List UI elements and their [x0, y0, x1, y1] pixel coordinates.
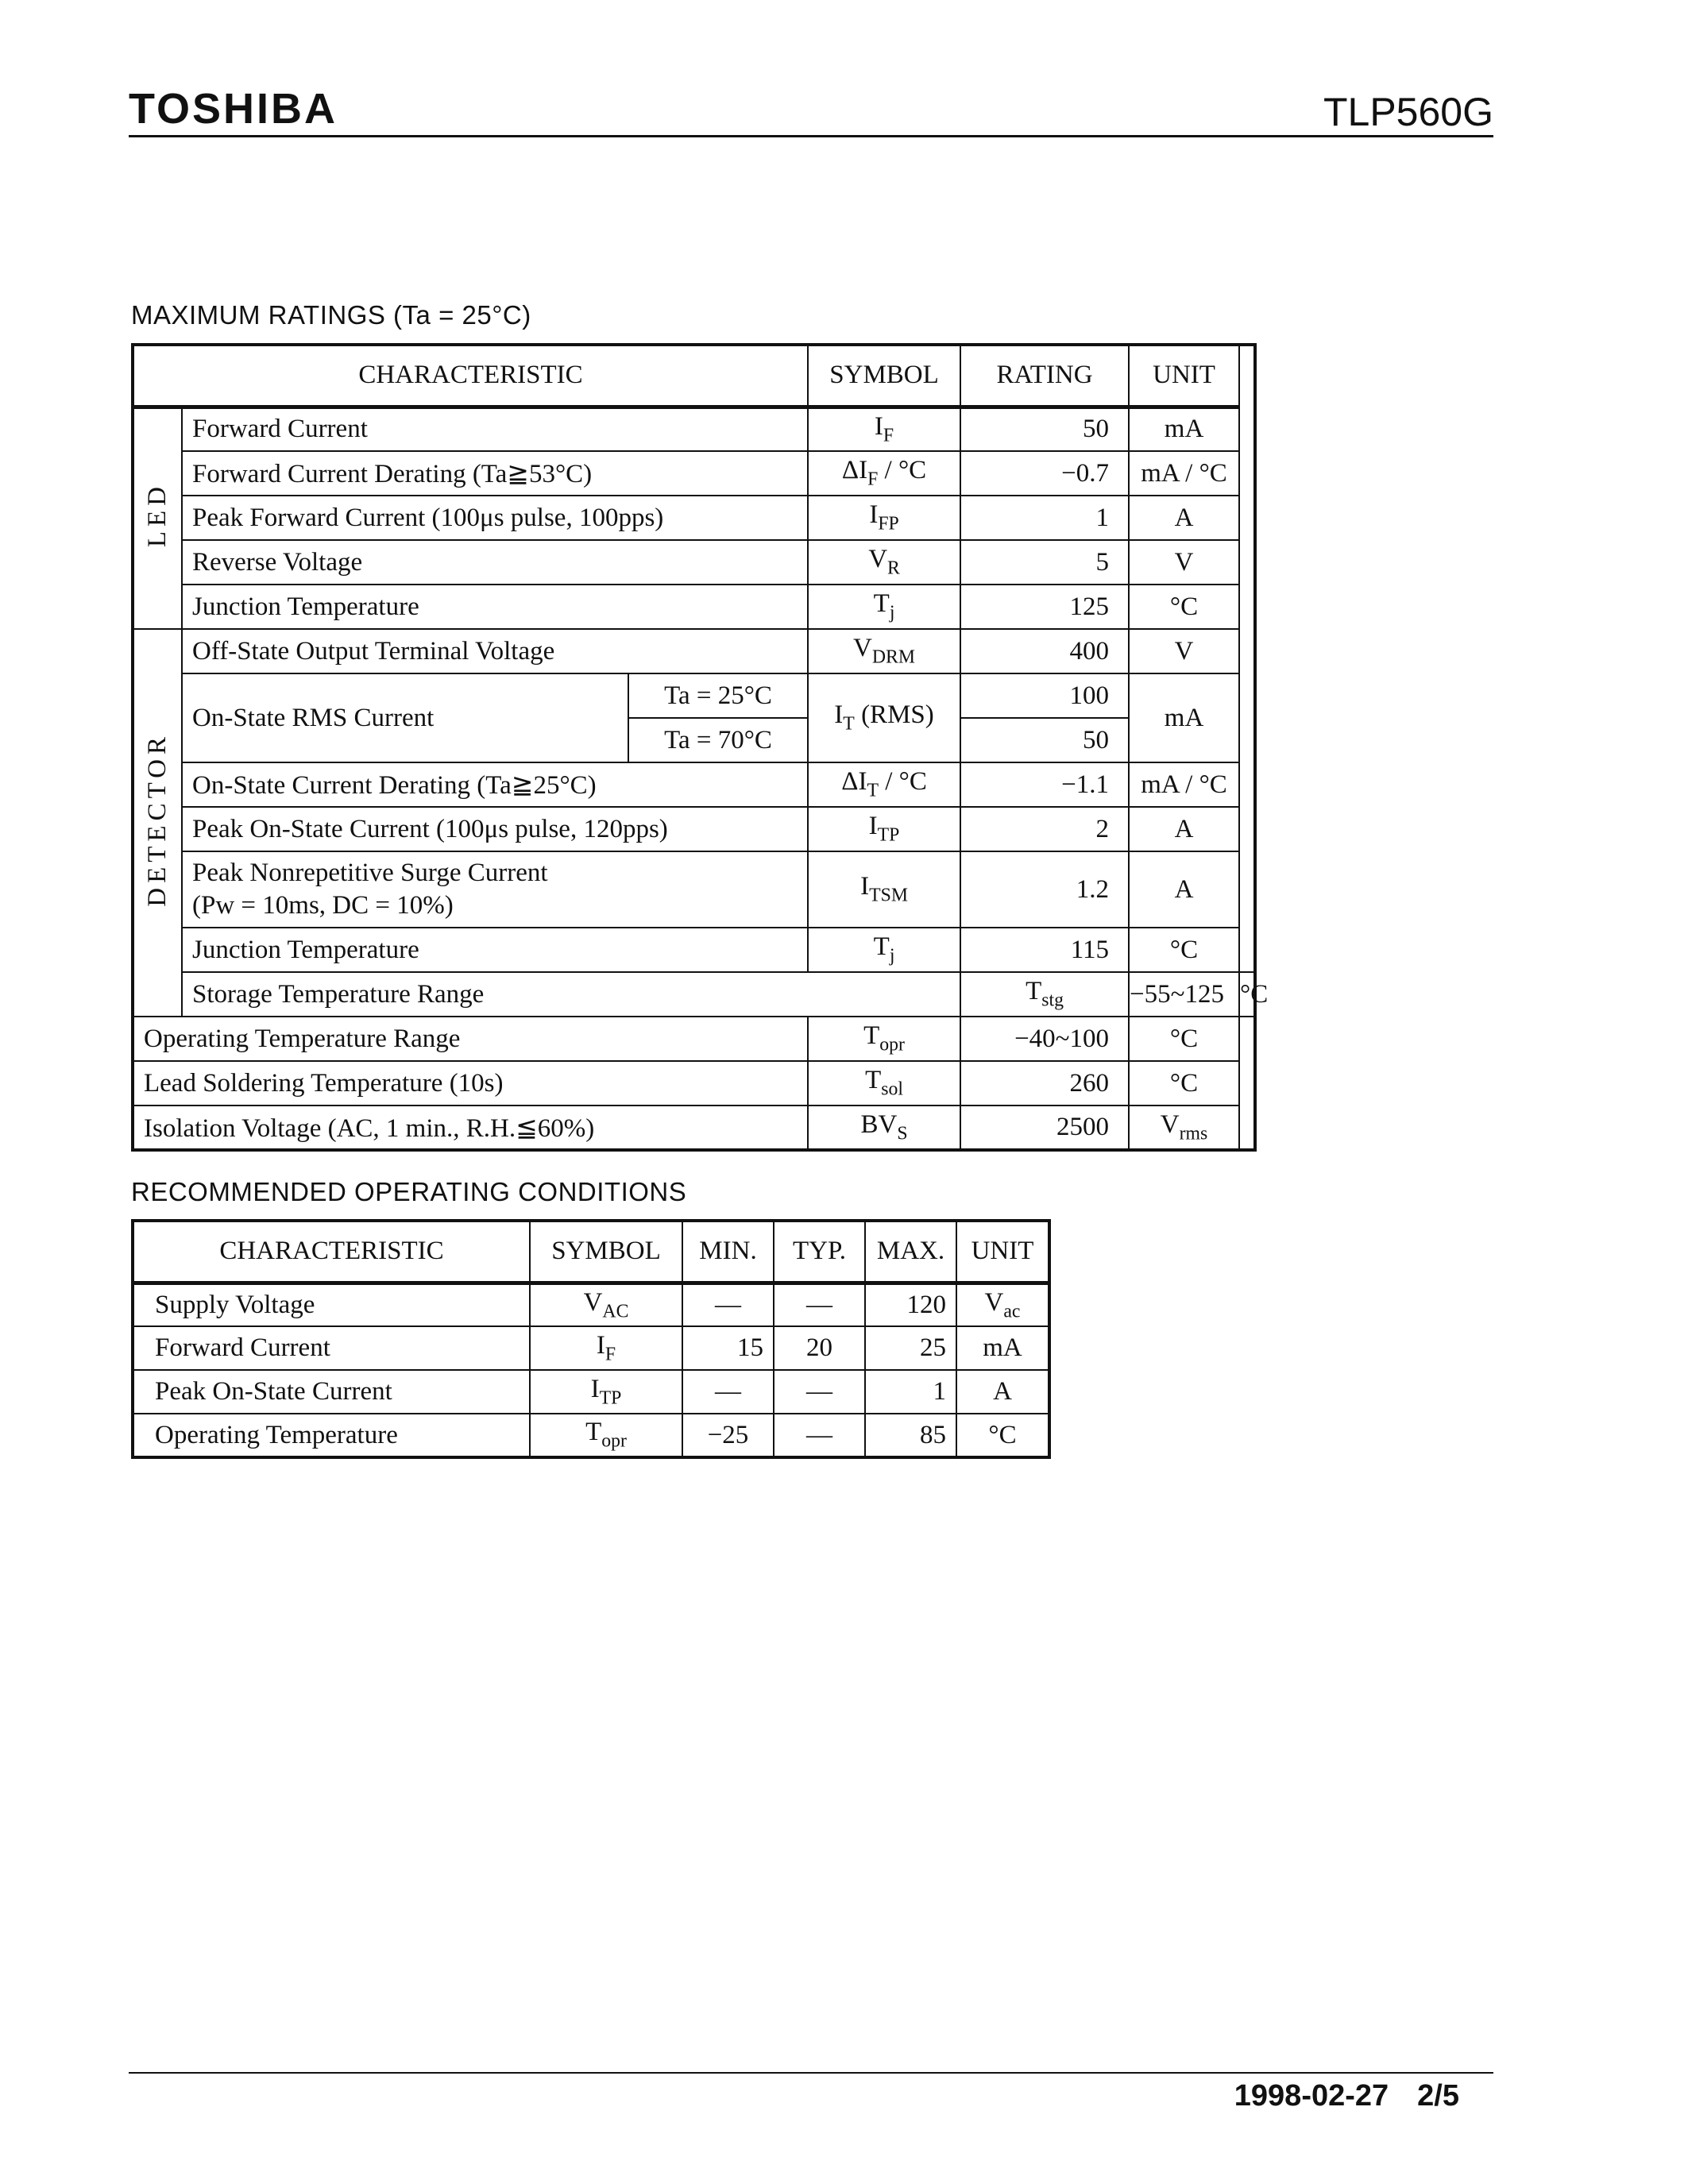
table-row [133, 1283, 1049, 1326]
row-typ: — [774, 1370, 865, 1414]
row-symbol: $I_{TP}$ [808, 807, 960, 851]
brand-logo: TOSHIBA [129, 85, 338, 133]
row-rating: 5 [960, 540, 1129, 585]
recommended-table [131, 1219, 1051, 1459]
row-char: Supply Voltage [133, 1283, 530, 1326]
row-char: Operating Temperature [133, 1414, 530, 1457]
footer-page: 2/5 [1417, 2079, 1459, 2113]
row-unit: °C [956, 1414, 1049, 1457]
table-row [133, 807, 1255, 851]
table-row [133, 928, 1255, 972]
row-max: 85 [865, 1414, 956, 1457]
row-symbol: $I_{TP}$ [530, 1370, 682, 1414]
col-min: MIN. [682, 1221, 774, 1283]
row-unit: °C [1129, 928, 1239, 972]
row-char: Peak Nonrepetitive Surge Current (Pw = 10ms, DC = 10%) [182, 851, 808, 928]
row-symbol: $I_T$ (RMS) [808, 673, 960, 762]
row-unit: V [1129, 629, 1239, 673]
row-char: Operating Temperature Range [133, 1017, 808, 1061]
footer [1234, 2079, 1459, 2113]
table-row [133, 407, 1255, 451]
row-symbol: $I_F$ [530, 1326, 682, 1370]
row-unit: °C [1239, 972, 1255, 1017]
table-row [133, 1326, 1049, 1370]
row-rating: 260 [960, 1061, 1129, 1106]
row-rating: −0.7 [960, 451, 1129, 496]
footer-rule [129, 2072, 1493, 2074]
row-char: Peak On-State Current [133, 1370, 530, 1414]
row-min: 15 [682, 1326, 774, 1370]
row-symbol: $T_{opr}$ [808, 1017, 960, 1061]
table-row [133, 540, 1255, 585]
row-rating: 2 [960, 807, 1129, 851]
row-symbol: $\Delta I_T / ^\circ C$ [808, 762, 960, 807]
row-unit: mA / °C [1129, 451, 1239, 496]
table-header-row [133, 1221, 1049, 1283]
table-row [133, 673, 1255, 718]
row-symbol: $I_F$ [808, 407, 960, 451]
row-char: On-State RMS Current [182, 673, 628, 762]
row-min: −25 [682, 1414, 774, 1457]
col-unit: UNIT [1129, 345, 1239, 407]
row-rating: 1 [960, 496, 1129, 540]
row-condition: Ta = 25°C [628, 673, 808, 718]
part-number: TLP560G [1323, 90, 1493, 134]
row-rating: 125 [960, 585, 1129, 629]
table-row [133, 1017, 1255, 1061]
row-condition: Ta = 70°C [628, 718, 808, 762]
row-rating: −55~125 [1129, 972, 1239, 1017]
table-row [133, 451, 1255, 496]
row-char: Forward Current Derating (Ta≧53°C) [182, 451, 808, 496]
row-unit: °C [1129, 585, 1239, 629]
col-symbol: SYMBOL [808, 345, 960, 407]
row-rating: 115 [960, 928, 1129, 972]
row-unit: mA [1129, 673, 1239, 762]
row-unit: °C [1129, 1017, 1239, 1061]
footer-date: 1998-02-27 [1234, 2079, 1389, 2113]
table-row [133, 1370, 1049, 1414]
row-symbol: $I_{TSM}$ [808, 851, 960, 928]
table-row [133, 1061, 1255, 1106]
row-symbol: $V_R$ [808, 540, 960, 585]
row-typ: — [774, 1414, 865, 1457]
row-unit: mA [956, 1326, 1049, 1370]
table-row [133, 851, 1255, 928]
row-char: Storage Temperature Range [182, 972, 960, 1017]
row-char: Junction Temperature [182, 585, 808, 629]
row-symbol: $V_{DRM}$ [808, 629, 960, 673]
row-unit: $V_{ac}$ [956, 1283, 1049, 1326]
table-row [133, 762, 1255, 807]
row-typ: 20 [774, 1326, 865, 1370]
col-max: MAX. [865, 1221, 956, 1283]
row-symbol: $T_j$ [808, 928, 960, 972]
table-row [133, 629, 1255, 673]
col-characteristic: CHARACTERISTIC [133, 1221, 530, 1283]
row-min: — [682, 1370, 774, 1414]
table-row [133, 496, 1255, 540]
row-rating: 50 [960, 407, 1129, 451]
row-char: Junction Temperature [182, 928, 808, 972]
row-symbol: $T_{sol}$ [808, 1061, 960, 1106]
max-ratings-title: MAXIMUM RATINGS (Ta = 25°C) [131, 300, 531, 330]
row-rating: 100 [960, 673, 1129, 718]
row-rating: 2500 [960, 1106, 1129, 1150]
row-rating: −40~100 [960, 1017, 1129, 1061]
recommended-title: RECOMMENDED OPERATING CONDITIONS [131, 1177, 687, 1206]
row-symbol: $BV_S$ [808, 1106, 960, 1150]
row-max: 25 [865, 1326, 956, 1370]
row-max: 1 [865, 1370, 956, 1414]
row-unit: V [1129, 540, 1239, 585]
group-led: LED [133, 407, 182, 629]
row-unit: °C [1129, 1061, 1239, 1106]
row-rating: 50 [960, 718, 1129, 762]
row-char: Forward Current [133, 1326, 530, 1370]
row-symbol: $V_{AC}$ [530, 1283, 682, 1326]
header-rule [129, 135, 1493, 137]
col-unit: UNIT [956, 1221, 1049, 1283]
row-char: On-State Current Derating (Ta≧25°C) [182, 762, 808, 807]
row-char: Peak On-State Current (100μs pulse, 120pps) [182, 807, 808, 851]
row-max: 120 [865, 1283, 956, 1326]
row-symbol: $T_{opr}$ [530, 1414, 682, 1457]
row-char: Isolation Voltage (AC, 1 min., R.H.≦60%) [133, 1106, 808, 1150]
row-char: Off-State Output Terminal Voltage [182, 629, 808, 673]
col-typ: TYP. [774, 1221, 865, 1283]
row-char: Lead Soldering Temperature (10s) [133, 1061, 808, 1106]
col-characteristic: CHARACTERISTIC [133, 345, 808, 407]
col-symbol: SYMBOL [530, 1221, 682, 1283]
row-unit: A [956, 1370, 1049, 1414]
row-rating: −1.1 [960, 762, 1129, 807]
row-char: Forward Current [182, 407, 808, 451]
row-min: — [682, 1283, 774, 1326]
row-unit: A [1129, 807, 1239, 851]
row-symbol: $T_{stg}$ [960, 972, 1129, 1017]
table-row [133, 1414, 1049, 1457]
row-char: Peak Forward Current (100μs pulse, 100pps) [182, 496, 808, 540]
table-row [133, 972, 1255, 1017]
row-unit: A [1129, 496, 1239, 540]
row-rating: 400 [960, 629, 1129, 673]
max-ratings-table [131, 343, 1269, 1152]
table-row [133, 1106, 1255, 1150]
row-typ: — [774, 1283, 865, 1326]
row-rating: 1.2 [960, 851, 1129, 928]
row-unit: mA / °C [1129, 762, 1239, 807]
group-detector: DETECTOR [133, 629, 182, 1017]
row-unit: mA [1129, 407, 1239, 451]
row-symbol: $I_{FP}$ [808, 496, 960, 540]
col-rating: RATING [960, 345, 1129, 407]
row-unit: A [1129, 851, 1239, 928]
row-char: Reverse Voltage [182, 540, 808, 585]
row-symbol: $\Delta I_F / ^\circ C$ [808, 451, 960, 496]
table-header-row [133, 345, 1255, 407]
row-unit: $V_{rms}$ [1129, 1106, 1239, 1150]
table-row [133, 585, 1255, 629]
row-symbol: $T_j$ [808, 585, 960, 629]
